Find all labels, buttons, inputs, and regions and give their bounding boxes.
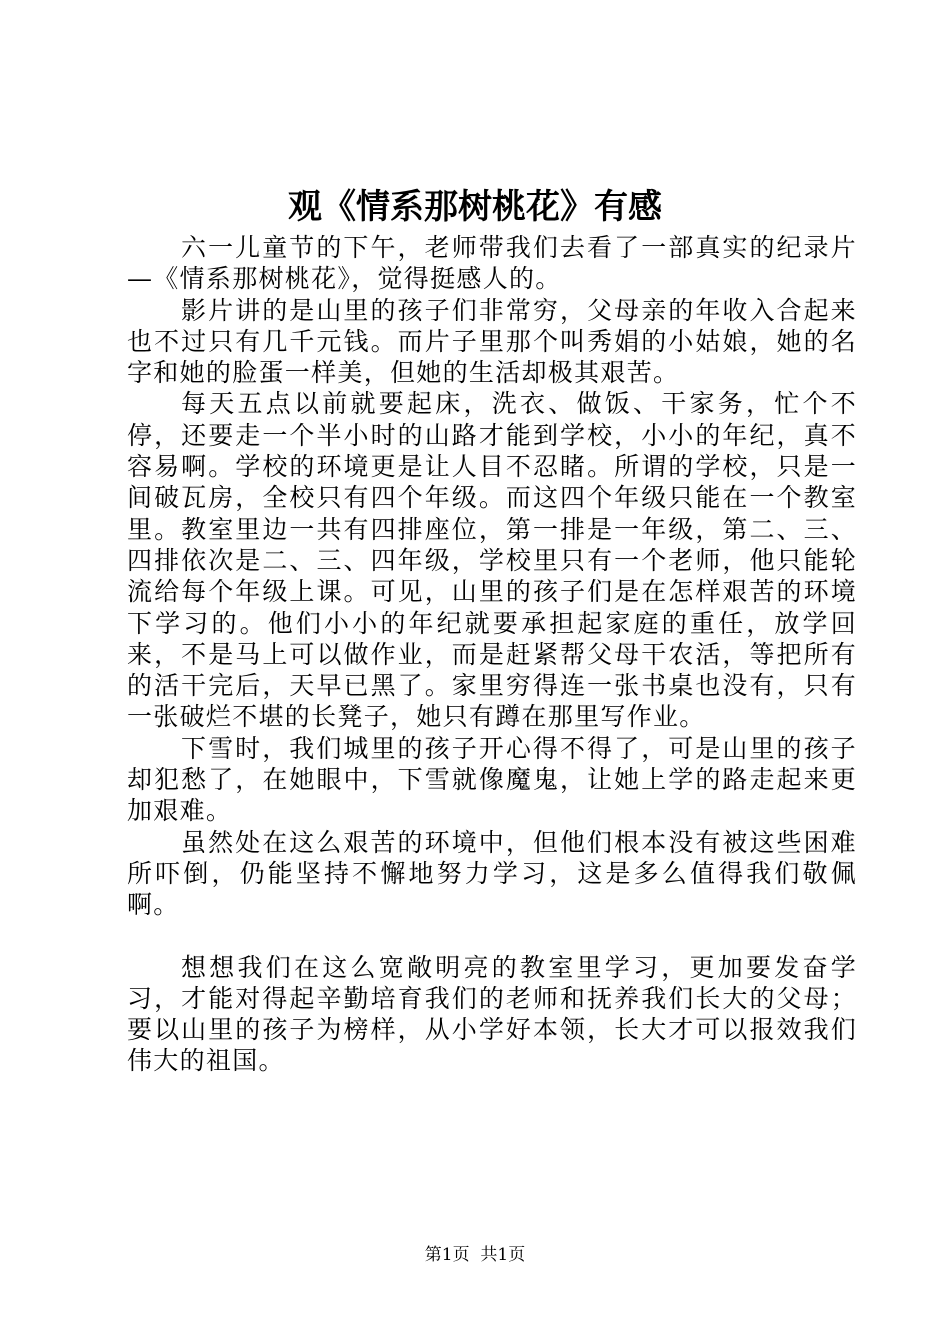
document-body (127, 232, 857, 1077)
paragraph-6: 想想我们在这么宽敞明亮的教室里学习，更加要发奋学习，才能对得起辛勤培育我们的老师和抚养我们长大的父母；要以山里的孩子为榜样，从小学好本领，长大才可以报效我们伟大的祖国。 (127, 952, 857, 1076)
page-footer: 第1页 共1页 (424, 1245, 526, 1265)
document-title: 观《情系那树桃花》有感 (288, 187, 662, 227)
paragraph-2: 影片讲的是山里的孩子们非常穷，父母亲的年收入合起来也不过只有几千元钱。而片子里那个叫秀娟的小姑娘，她的名字和她的脸蛋一样美，但她的生活却极其艰苦。 (127, 295, 857, 388)
paragraph-5: 虽然处在这么艰苦的环境中，但他们根本没有被这些困难所吓倒，仍能坚持不懈地努力学习，这是多么值得我们敬佩啊。 (127, 827, 857, 920)
paragraph-3: 每天五点以前就要起床，洗衣、做饭、干家务，忙个不停，还要走一个半小时的山路才能到学校，小小的年纪，真不容易啊。学校的环境更是让人目不忍睹。所谓的学校，只是一间破瓦房，全校只有四个年级。而这四个年级只能在一个教室里。教室里边一共有四排座位，第一排是一年级，第二、三、四排依次是二、三、四年级，学校里只有一个老师，他只能轮流给每个年级上课。可见，山里的孩子们是在怎样艰苦的环境下学习的。他们小小的年纪就要承担起家庭的重任，放学回来，不是马上可以做作业，而是赶紧帮父母干农活，等把所有的活干完后，天早已黑了。家里穷得连一张书桌也没有，只有一张破烂不堪的长凳子，她只有蹲在那里写作业。 (127, 389, 857, 732)
paragraph-4: 下雪时，我们城里的孩子开心得不得了，可是山里的孩子却犯愁了，在她眼中，下雪就像魔鬼，让她上学的路走起来更加艰难。 (127, 733, 857, 826)
paragraph-spacer (127, 921, 857, 952)
paragraph-1: 六一儿童节的下午，老师带我们去看了一部真实的纪录片—《情系那树桃花》，觉得挺感人的。 (127, 233, 857, 294)
